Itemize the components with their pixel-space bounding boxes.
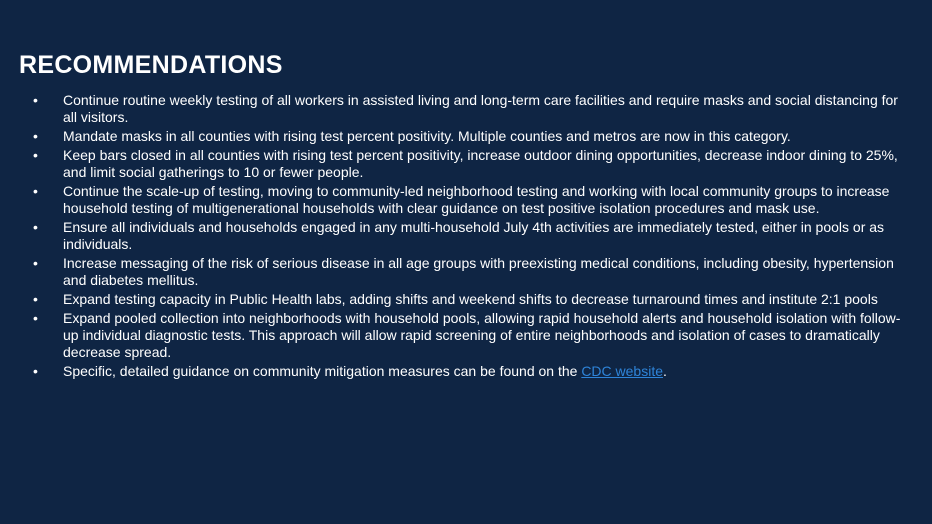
recommendation-item-3 bbox=[19, 147, 906, 181]
recommendation-item-9 bbox=[19, 363, 906, 380]
recommendation-item-4 bbox=[19, 183, 906, 217]
recommendation-item-6 bbox=[19, 255, 906, 289]
recommendation-text-before-link: Specific, detailed guidance on community mitigation measures can be found on the bbox=[63, 363, 582, 379]
recommendation-item-1 bbox=[19, 92, 906, 126]
bullet-icon: • bbox=[33, 310, 38, 326]
recommendation-text: Expand testing capacity in Public Health labs, adding shifts and weekend shifts to decrease turnaround times and institute 2:1 pools bbox=[63, 291, 878, 307]
recommendation-item-8 bbox=[19, 310, 906, 361]
recommendation-text: Increase messaging of the risk of serious disease in all age groups with preexisting medical conditions, including obesity, hypertension and diabetes mellitus. bbox=[63, 255, 894, 288]
recommendation-item-2 bbox=[19, 128, 906, 145]
recommendations-list bbox=[19, 92, 906, 380]
recommendation-item-7 bbox=[19, 291, 906, 308]
recommendation-text-after-link: . bbox=[663, 363, 667, 379]
recommendation-text: Ensure all individuals and households engaged in any multi-household July 4th activities are immediately tested, either in pools or as individuals. bbox=[63, 219, 885, 252]
bullet-icon: • bbox=[33, 147, 38, 163]
bullet-icon: • bbox=[33, 255, 38, 271]
bullet-icon: • bbox=[33, 183, 38, 199]
bullet-icon: • bbox=[33, 291, 38, 307]
recommendation-text: Mandate masks in all counties with rising test percent positivity. Multiple counties and metros are now in this category. bbox=[63, 128, 791, 144]
slide-title: RECOMMENDATIONS bbox=[19, 51, 283, 79]
recommendation-text: Continue the scale-up of testing, moving to community-led neighborhood testing and working with local community groups to increase household testing of multigenerational households with clear guidance on test positive isolation procedures and mask use. bbox=[63, 183, 890, 216]
bullet-icon: • bbox=[33, 219, 38, 235]
bullet-icon: • bbox=[33, 363, 38, 379]
cdc-website-link[interactable]: CDC website bbox=[581, 363, 664, 379]
recommendation-text: Keep bars closed in all counties with rising test percent positivity, increase outdoor dining opportunities, decrease indoor dining to 25%, and limit social gatherings to 10 or fewer people. bbox=[63, 147, 898, 180]
recommendation-item-5 bbox=[19, 219, 906, 253]
recommendation-text: Continue routine weekly testing of all workers in assisted living and long-term care facilities and require masks and social distancing for all visitors. bbox=[63, 92, 898, 125]
recommendation-text: Expand pooled collection into neighborhoods with household pools, allowing rapid household alerts and household isolation with follow-up individual diagnostic tests. This approach will allow rapid screening of entire neighborhoods and isolation of cases to dramatically decrease spread. bbox=[63, 310, 901, 360]
bullet-icon: • bbox=[33, 128, 38, 144]
bullet-icon: • bbox=[33, 92, 38, 108]
